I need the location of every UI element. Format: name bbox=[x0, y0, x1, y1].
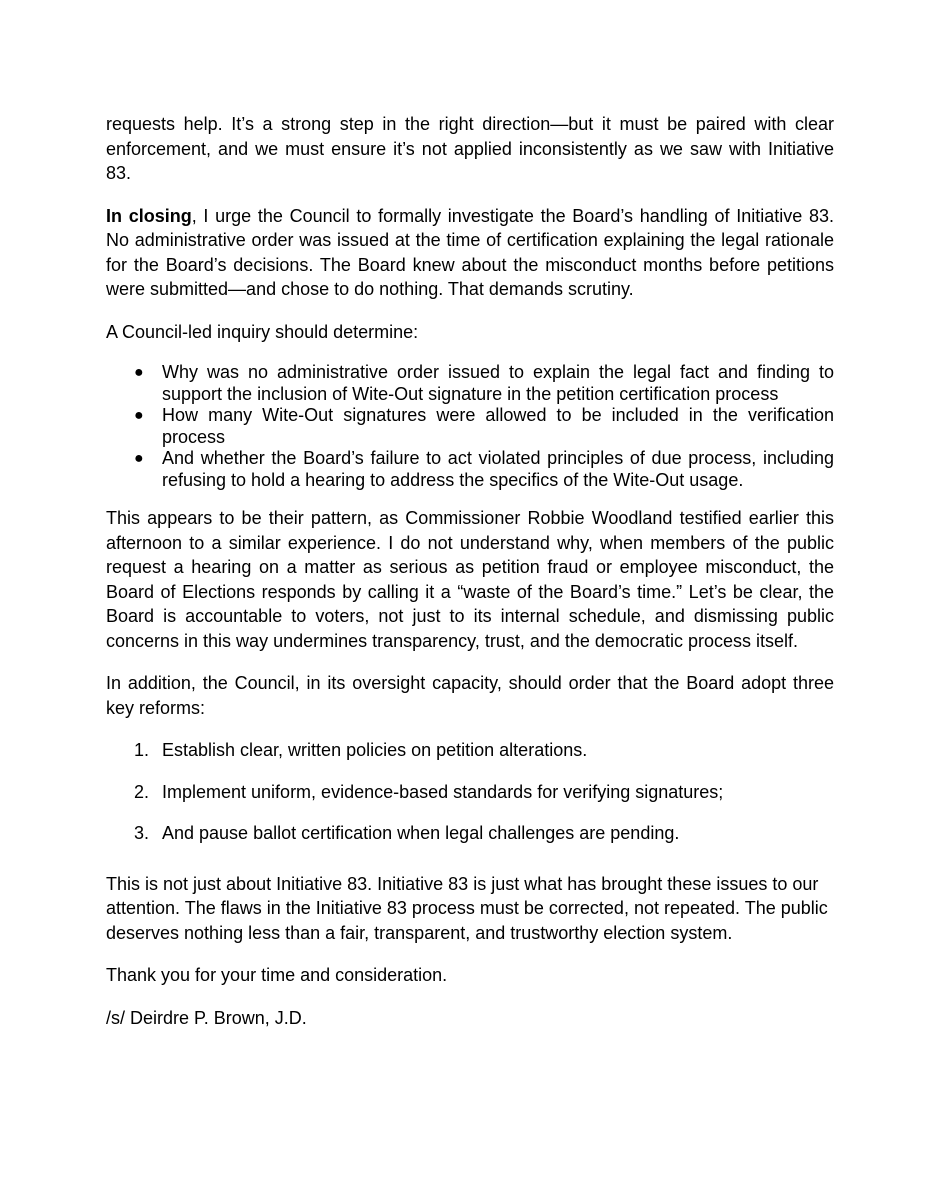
document-page bbox=[106, 112, 834, 1048]
list-item bbox=[106, 738, 834, 763]
reform-text: And pause ballot certification when legal challenges are pending. bbox=[162, 823, 680, 843]
bullet-icon: ● bbox=[134, 407, 144, 424]
paragraph-not-just-initiative: This is not just about Initiative 83. Initiative 83 is just what has brought these issues to our attention. The flaws in the Initiative 83 process must be corrected, not repeated. The public deserves nothing less than a fair, transparent, and trustworthy election system. bbox=[106, 873, 828, 943]
bullet-text: And whether the Board’s failure to act violated principles of due process, including refusing to hold a hearing to address the specifics of the Wite-Out usage. bbox=[162, 448, 834, 490]
signature: /s/ Deirdre P. Brown, J.D. bbox=[106, 1007, 307, 1028]
list-number: 2. bbox=[134, 781, 150, 802]
paragraph-thank-you: Thank you for your time and consideration. bbox=[106, 965, 448, 985]
list-number: 3. bbox=[134, 823, 150, 843]
list-item bbox=[106, 405, 834, 448]
paragraph-in-closing bbox=[106, 204, 834, 302]
bullet-text: How many Wite-Out signatures were allowed to be included in the verification process bbox=[162, 405, 834, 447]
in-closing-body: , I urge the Council to formally investigate the Board’s handling of Initiative 83. No administrative order was issued at the time of certification explaining the legal rationale for the Board’s decisions. The Board knew about the misconduct months before petitions were submitted—and chose to do nothing. That demands scrutiny. bbox=[106, 205, 834, 299]
paragraph-pattern: This appears to be their pattern, as Commissioner Robbie Woodland testified earlier this afternoon to a similar experience. I do not understand why, when members of the public request a hearing on a matter as serious as petition fraud or employee misconduct, the Board of Elections responds by calling it a “waste of the Board’s time.” Let’s be clear, the Board is accountable to voters, not just to its internal schedule, and dismissing public concerns in this way undermines transparency, trust, and the democratic process itself. bbox=[106, 508, 834, 651]
list-item bbox=[106, 780, 834, 805]
reform-text: Implement uniform, evidence-based standards for verifying signatures; bbox=[162, 781, 724, 802]
bullet-icon: ● bbox=[134, 450, 144, 467]
bullet-icon: ● bbox=[134, 364, 144, 381]
inquiry-bullet-list bbox=[106, 362, 834, 491]
in-closing-lead: In closing bbox=[106, 205, 192, 226]
paragraph-enforcement: requests help. It’s a strong step in the right direction—but it must be paired with clear enforcement, and we must ensure it’s not applied inconsistently as we saw with Initiative 83. bbox=[106, 114, 834, 183]
list-item bbox=[106, 821, 834, 846]
list-item bbox=[106, 448, 834, 491]
list-number: 1. bbox=[134, 740, 150, 760]
reforms-numbered-list bbox=[106, 738, 834, 846]
paragraph-reforms-intro: In addition, the Council, in its oversight capacity, should order that the Board adopt three key reforms: bbox=[106, 673, 834, 718]
list-item bbox=[106, 362, 834, 405]
bullet-text: Why was no administrative order issued to explain the legal fact and finding to support the inclusion of Wite-Out signature in the petition certification process bbox=[162, 362, 834, 404]
paragraph-inquiry-intro: A Council-led inquiry should determine: bbox=[106, 321, 419, 342]
reform-text: Establish clear, written policies on petition alterations. bbox=[162, 740, 588, 760]
